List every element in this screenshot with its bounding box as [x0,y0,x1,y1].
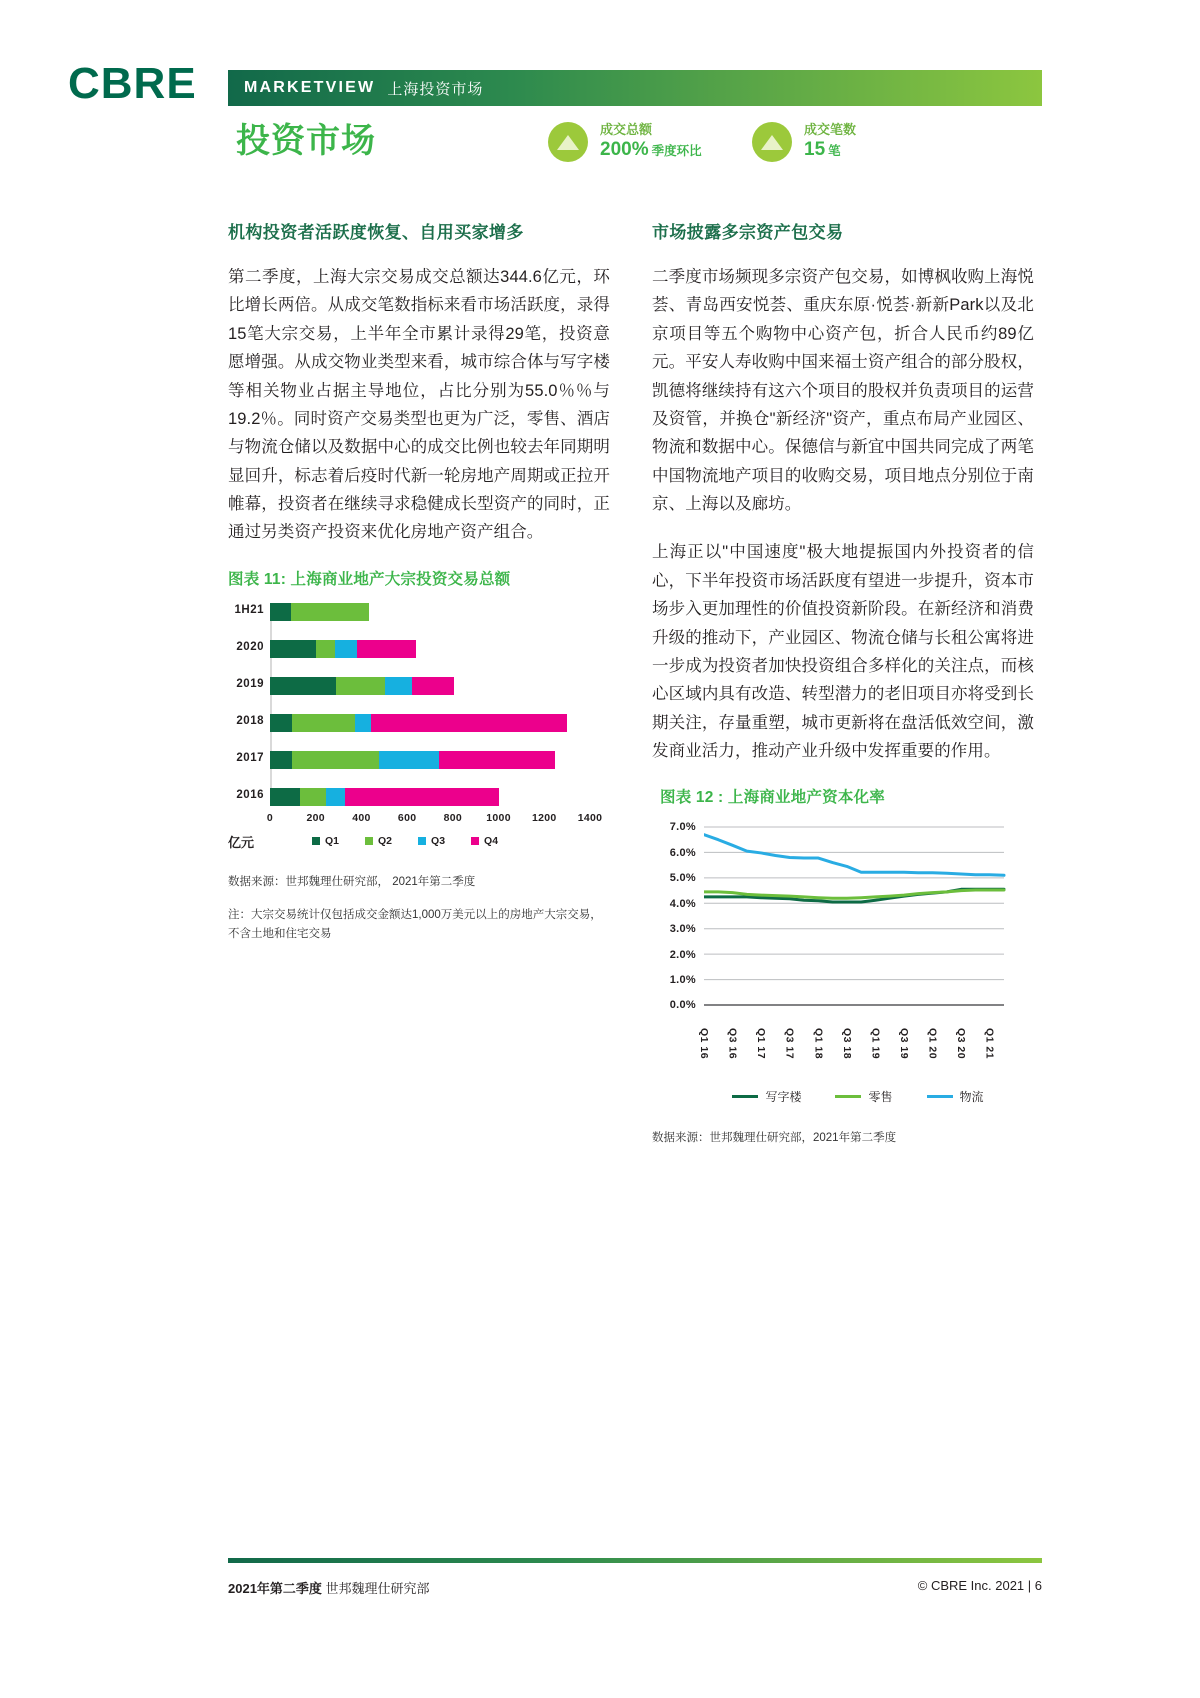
legend-item [927,1088,984,1105]
bar-segment-q1 [270,788,300,806]
right-body-paragraph-1: 二季度市场频现多宗资产包交易，如博枫收购上海悦荟、青岛西安悦荟、重庆东原·悦荟·新新Park以及北京项目等五个购物中心资产包，折合人民币约89亿元。平安人寿收购中国来福士资产组合的部分股权，凯德将继续持有这六个项目的股权并负责项目的运营及资管，并换仓"新经济"资产，重点布局产业园区、物流和数据中心。保德信与新宜中国共同完成了两笔中国物流地产项目的收购交易，项目地点分别位于南京、上海以及廊坊。 [652,268,1034,513]
bar-row-label: 2017 [236,751,264,764]
stat-unit: 笔 [828,144,841,159]
bar-segment-q2 [300,788,326,806]
bar-segment-q3 [379,751,440,769]
x-tick-label: 1000 [486,811,511,824]
bar-segment-q1 [270,603,291,621]
marketview-banner [228,70,1042,106]
bar-segment-q4 [371,714,568,732]
x-tick-label: Q1 17 [755,1028,768,1060]
x-tick-label: Q3 18 [840,1028,853,1060]
legend-item-q3 [418,835,445,847]
legend-label: Q2 [378,835,393,848]
y-tick-label: 4.0% [669,897,696,910]
bar-segment-q2 [336,677,385,695]
stat-label: 成交总额 [600,122,653,137]
right-body-paragraph-2: 上海正以"中国速度"极大地提振国内外投资者的信心，下半年投资市场活跃度有望进一步提升，资本市场步入更加理性的价值投资新阶段。在新经济和消费升级的推动下，产业园区、物流仓储与长租公寓将进一步成为投资者加快投资组合多样化的关注点，而核心区域内具有改造、转型潜力的老旧项目亦将受到长期关注，存量重塑，城市更新将在盘活低效空间，激发商业活力，推动产业升级中发挥重要的作用。 [652,543,1034,760]
legend-item [835,1088,892,1105]
bar-chart-plot [234,603,590,806]
footer-quarter: 2021年第二季度 [228,1581,322,1596]
stat-total-volume [548,122,702,162]
bar-row-label: 1H21 [234,603,264,616]
figure-11-legend [228,832,610,851]
legend-item-q1 [312,835,339,847]
figure-12-legend [682,1088,1034,1105]
bar-segment-q2 [292,714,355,732]
x-tick-label: 400 [352,811,371,824]
legend-label: Q3 [431,835,446,848]
marketview-label: MARKETVIEW [244,79,376,96]
x-tick-label: Q3 19 [898,1028,910,1060]
bar-row [236,714,590,732]
line-chart-plot [652,821,1034,1026]
figure-11-note: 注：大宗交易统计仅包括成交金额达1,000万美元以上的房地产大宗交易，不含土地和住宅交易 [228,908,602,940]
legend-item [732,1088,801,1105]
y-tick-label: 3.0% [669,923,696,936]
line-chart-svg [704,821,1008,1013]
x-tick-label: Q1 20 [926,1028,939,1060]
figure-12 [652,785,1034,1148]
legend-swatch [312,837,320,845]
legend-line [835,1095,861,1098]
left-body-paragraph: 第二季度，上海大宗交易成交总额达344.6亿元，环比增长两倍。从成交笔数指标来看市场活跃度，录得15笔大宗交易，上半年全市累计录得29笔，投资意愿增强。从成交物业类型来看，城市综合体与写字楼等相关物业占据主导地位，占比分别为55.0％％与19.2％。同时资产交易类型也更为广泛，零售、酒店与物流仓储以及数据中心的成交比例也较去年同期明显回升，标志着后疫时代新一轮房地产周期或正拉开帷幕，投资者在继续寻求稳健成长型资产的同时，正通过另类资产投资来优化房地产资产组合。 [228,268,610,542]
page-header [0,0,1200,170]
up-triangle-icon [548,122,588,162]
bar-row-label: 2016 [236,788,264,801]
bar-segment-q3 [326,788,345,806]
x-tick-label: Q1 21 [983,1028,996,1060]
x-tick-label: 1200 [532,811,557,824]
legend-item-q4 [471,835,498,847]
figure-12-title: 图表 12 : 上海商业地产资本化率 [660,789,885,807]
x-tick-label: 200 [306,811,325,824]
page-title: 投资市场 [236,122,376,160]
bar-row [236,677,590,695]
x-tick-label: Q1 19 [869,1028,882,1060]
x-tick-label: Q1 16 [698,1028,710,1060]
left-section-heading: 机构投资者活跃度恢复、自用买家增多 [228,223,524,242]
left-column [228,218,610,944]
bar-row-label: 2019 [236,677,264,690]
right-section-heading: 市场披露多宗资产包交易 [652,223,844,242]
bar-row [234,603,590,621]
bar-segment-q2 [316,640,335,658]
figure-11 [228,567,610,944]
bar-segment-q3 [385,677,411,695]
bar-segment-q1 [270,714,292,732]
bar-segment-q4 [345,788,498,806]
bar-row-label: 2018 [236,714,264,727]
y-tick-label: 6.0% [669,846,696,859]
right-column [652,218,1034,1148]
cbre-logo: CBRE [68,59,197,108]
stat-value: 200% [600,139,649,161]
bar-row [236,751,590,769]
figure-11-unit-label: 亿元 [228,834,255,850]
bar-row [236,640,590,658]
x-tick-label: Q1 18 [812,1028,825,1060]
line-chart-x-axis-ticks [698,1026,1004,1084]
up-triangle-icon [752,122,792,162]
legend-label: 物流 [959,1090,984,1105]
bar-row-label: 2020 [236,640,264,653]
marketview-subtitle: 上海投资市场 [387,80,484,98]
y-tick-label: 5.0% [669,872,696,885]
bar-segment-q1 [270,677,336,695]
legend-item-q2 [365,835,392,847]
bar-segment-q4 [439,751,554,769]
bar-segment-q1 [270,751,292,769]
bar-segment-q1 [270,640,316,658]
footer-dept: 世邦魏理仕研究部 [321,1581,430,1596]
stat-unit: 季度环比 [651,144,702,159]
x-tick-label: 0 [266,811,274,824]
line-series [704,835,1004,876]
legend-label: Q1 [325,835,340,848]
bar-segment-q4 [412,677,454,695]
x-tick-label: Q3 16 [726,1028,739,1060]
legend-swatch [365,837,373,845]
legend-label: 写字楼 [765,1090,802,1105]
x-tick-label: Q3 17 [783,1028,796,1060]
footer-right-text: © CBRE Inc. 2021 | 6 [917,1578,1042,1593]
figure-11-title: 图表 11: 上海商业地产大宗投资交易总额 [228,570,511,588]
bar-row [236,788,590,806]
bar-segment-q4 [357,640,416,658]
legend-label: 零售 [868,1090,893,1105]
bar-chart-x-axis-ticks [266,811,603,828]
bar-segment-q3 [355,714,371,732]
x-tick-label: 1400 [577,811,603,824]
figure-12-source: 数据来源：世邦魏理仕研究部，2021年第二季度 [652,1132,897,1145]
footer-divider [228,1558,1042,1563]
legend-swatch [471,837,479,845]
legend-label: Q4 [484,835,499,848]
stat-value: 15 [804,139,826,161]
legend-line [732,1095,758,1098]
y-tick-label: 1.0% [669,973,696,986]
stat-deal-count [752,122,856,162]
x-tick-label: Q3 20 [955,1028,968,1060]
legend-swatch [418,837,426,845]
x-tick-label: 800 [443,811,463,824]
y-tick-label: 2.0% [669,948,696,961]
x-tick-label: 600 [397,811,417,824]
y-tick-label: 0.0% [669,999,696,1012]
y-tick-label: 7.0% [669,821,696,834]
legend-line [927,1095,953,1098]
bar-segment-q2 [292,751,379,769]
bar-segment-q3 [335,640,357,658]
bar-segment-q2 [291,603,370,621]
footer-left-text [228,1578,430,1597]
stat-label: 成交笔数 [804,122,857,137]
figure-11-source: 数据来源：世邦魏理仕研究部， 2021年第二季度 [228,875,476,888]
